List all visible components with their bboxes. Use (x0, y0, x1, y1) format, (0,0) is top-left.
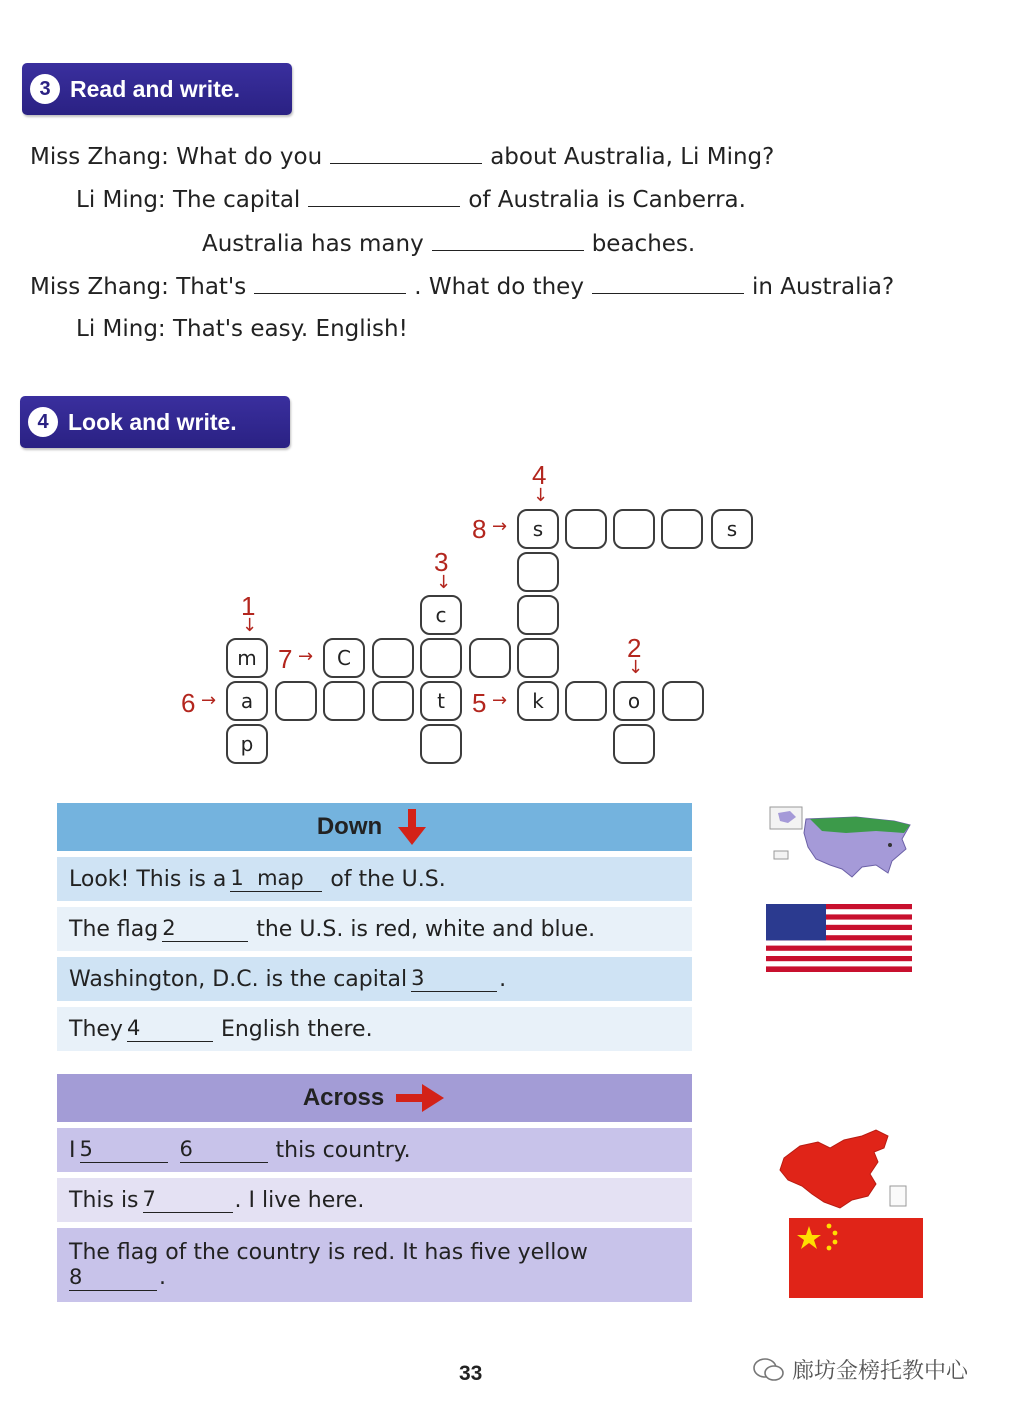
arrow-right-icon: → (201, 690, 217, 711)
arrow-right-icon: → (492, 690, 508, 711)
clue-number: 6 (181, 688, 196, 718)
section-title: Read and write. (70, 75, 240, 102)
crossword-cell[interactable] (372, 681, 414, 721)
down-clues (57, 803, 692, 1051)
across-heading: Across (57, 1074, 692, 1122)
section-number: 3 (30, 74, 60, 104)
crossword-cell[interactable] (517, 638, 559, 678)
answer-blank[interactable] (308, 186, 460, 207)
crossword-cell[interactable] (323, 681, 365, 721)
crossword-cell[interactable] (420, 638, 462, 678)
wechat-icon (752, 1356, 786, 1384)
watermark: 廊坊金榜托教中心 (752, 1354, 968, 1385)
crossword-cell[interactable] (565, 681, 607, 721)
down-heading: Down (57, 803, 692, 851)
clue-number: 8 (472, 514, 487, 544)
page-number: 33 (459, 1362, 483, 1385)
arrow-right-icon: → (492, 516, 508, 537)
answer-blank[interactable] (592, 273, 744, 294)
crossword-cell[interactable] (565, 509, 607, 549)
clue-number: 3 (434, 547, 449, 577)
arrow-down-icon: ↓ (242, 615, 258, 636)
answer-blank[interactable]: 4 (127, 1017, 213, 1042)
us-flag-image (766, 904, 912, 972)
crossword-cell[interactable]: s (517, 509, 559, 549)
arrow-down-icon: ↓ (628, 657, 644, 678)
crossword-cell[interactable] (517, 595, 559, 635)
crossword-cell[interactable]: p (226, 724, 268, 764)
crossword-cell[interactable] (420, 724, 462, 764)
clue-number: 2 (627, 633, 642, 663)
china-map-image (778, 1128, 914, 1212)
clue-row: I 5 6 this country. (57, 1128, 692, 1172)
dialogue-line-5: Li Ming: That's easy. English! (76, 316, 408, 342)
arrow-down-icon (392, 807, 432, 847)
answer-blank[interactable]: 5 (80, 1138, 168, 1163)
section-3-header (22, 63, 292, 115)
section-title: Look and write. (68, 408, 237, 435)
crossword-cell[interactable] (275, 681, 317, 721)
clue-number: 7 (278, 644, 293, 674)
answer-blank[interactable]: 8 (69, 1266, 157, 1291)
crossword-cell[interactable]: m (226, 638, 268, 678)
answer-blank[interactable]: 7 (143, 1188, 233, 1213)
crossword-cell[interactable] (613, 509, 655, 549)
answer-blank[interactable] (330, 143, 482, 164)
arrow-down-icon: ↓ (533, 485, 549, 506)
crossword-cell[interactable] (372, 638, 414, 678)
crossword-cell[interactable] (517, 552, 559, 592)
across-clues (57, 1074, 692, 1302)
answer-blank[interactable]: 2 (162, 917, 248, 942)
answer-blank[interactable]: 1 map (230, 867, 322, 892)
crossword-cell[interactable]: C (323, 638, 365, 678)
section-4-header (20, 396, 290, 448)
dialogue-line-3: Australia has many beaches. (202, 231, 696, 257)
us-map-image (766, 805, 914, 885)
answer-blank[interactable]: 6 (180, 1138, 268, 1163)
china-flag-image (789, 1218, 923, 1298)
crossword-cell[interactable] (662, 681, 704, 721)
clue-row: The flag of the country is red. It has five yellow 8 . (57, 1228, 692, 1302)
clue-row: The flag 2 the U.S. is red, white and blue. (57, 907, 692, 951)
crossword-cell[interactable] (613, 724, 655, 764)
crossword-cell[interactable]: s (711, 509, 753, 549)
arrow-down-icon: ↓ (436, 572, 452, 593)
dialogue-line-1: Miss Zhang: What do you about Australia, Li Ming? (30, 144, 775, 170)
arrow-right-icon: → (298, 646, 314, 667)
crossword-cell[interactable] (661, 509, 703, 549)
crossword-cell[interactable] (469, 638, 511, 678)
clue-row: Look! This is a 1 map of the U.S. (57, 857, 692, 901)
crossword-cell[interactable]: o (613, 681, 655, 721)
clue-number: 5 (472, 688, 487, 718)
dialogue-line-4: Miss Zhang: That's . What do they in Australia? (30, 274, 895, 300)
crossword-cell[interactable]: k (517, 681, 559, 721)
dialogue-line-2: Li Ming: The capital of Australia is Canberra. (76, 187, 746, 213)
section-number: 4 (28, 407, 58, 437)
answer-blank[interactable] (254, 273, 406, 294)
answer-blank[interactable]: 3 (411, 967, 497, 992)
crossword-cell[interactable]: c (420, 595, 462, 635)
clue-row: This is 7 . I live here. (57, 1178, 692, 1222)
clue-row: Washington, D.C. is the capital 3 . (57, 957, 692, 1001)
crossword-cell[interactable]: a (226, 681, 268, 721)
clue-number: 4 (532, 460, 547, 490)
clue-row: They 4 English there. (57, 1007, 692, 1051)
clue-number: 1 (241, 591, 256, 621)
arrow-right-icon (394, 1081, 446, 1115)
answer-blank[interactable] (432, 230, 584, 251)
crossword-cell[interactable]: t (420, 681, 462, 721)
